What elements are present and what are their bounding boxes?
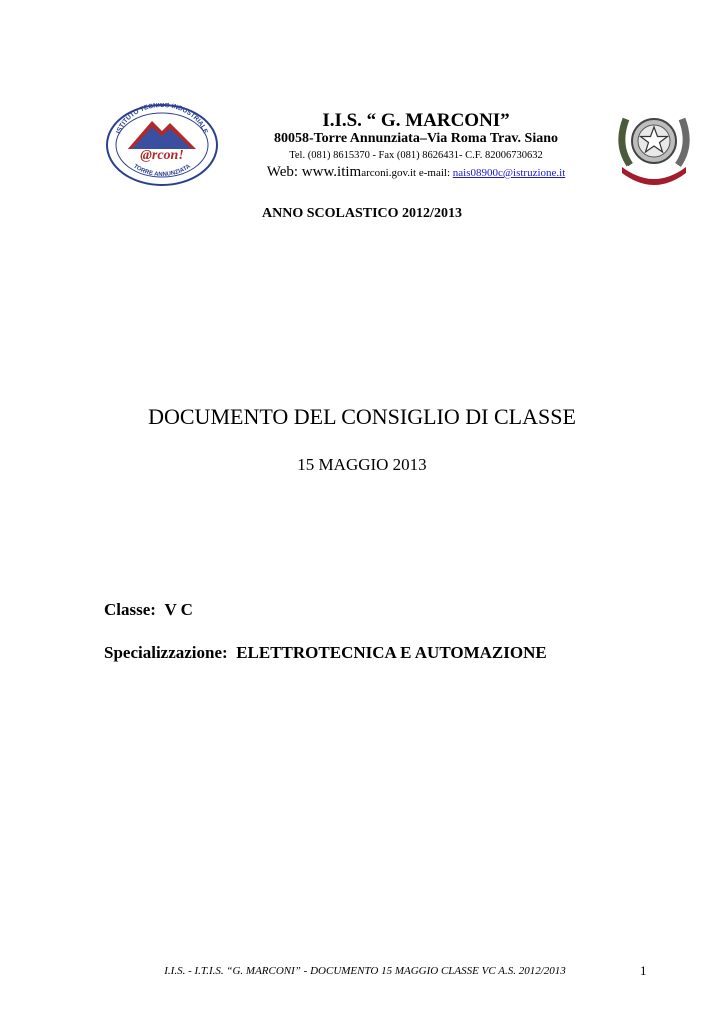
school-logo <box>104 103 220 187</box>
logo-arc-top-text: ISTITUTO TECNICO INDUSTRIALE <box>115 103 209 135</box>
specialization-line <box>104 643 547 663</box>
class-line <box>104 600 193 620</box>
page-footer: I.I.S. - I.T.I.S. “G. MARCONI” - DOCUMENTO 15 MAGGIO CLASSE VC A.S. 2012/2013 <box>164 965 566 977</box>
emblem-ribbon-text: REPUBBLICA ITALIANA <box>623 165 685 182</box>
web-line <box>226 164 606 181</box>
italian-republic-emblem <box>612 105 696 185</box>
class-value: V C <box>164 600 193 619</box>
web-domain-start: www.itim <box>301 164 362 180</box>
page-number: 1 <box>640 963 647 978</box>
logo-arc-bottom-text: TORRE ANNUNZIATA <box>132 163 192 178</box>
email-link[interactable]: nais08900c@istruzione.it <box>452 167 566 179</box>
specialization-label: Specializzazione: <box>104 643 228 662</box>
document-date: 15 MAGGIO 2013 <box>297 455 427 474</box>
school-address: 80058-Torre Annunziata–Via Roma Trav. Siano <box>273 131 559 146</box>
school-year: ANNO SCOLASTICO 2012/2013 <box>262 206 462 221</box>
class-label: Classe: <box>104 600 156 619</box>
school-contacts: Tel. (081) 8615370 - Fax (081) 8626431- C.F. 82006730632 <box>289 150 543 161</box>
specialization-value: ELETTROTECNICA E AUTOMAZIONE <box>236 643 547 662</box>
web-domain-rest: arconi.gov.it e-mail: <box>361 167 453 179</box>
document-title: DOCUMENTO DEL CONSIGLIO DI CLASSE <box>148 404 576 429</box>
web-label: Web: <box>266 164 302 180</box>
logo-mark: @rcon! <box>140 148 184 163</box>
school-name: I.I.S. “ G. MARCONI” <box>322 110 510 131</box>
